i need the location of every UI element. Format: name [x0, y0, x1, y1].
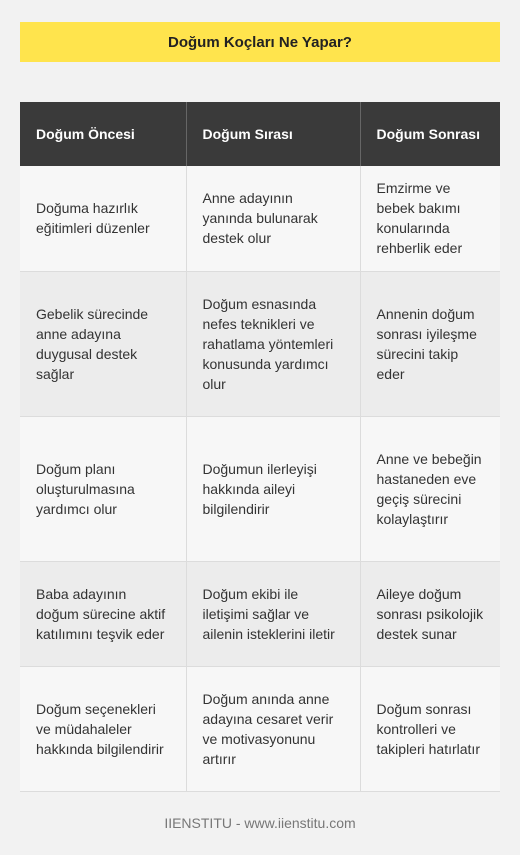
table-cell: Aileye doğum sonrası psikolojik destek sunar	[360, 561, 500, 666]
table-cell: Doğum seçenekleri ve müdahaleler hakkında bilgilendirir	[20, 666, 186, 791]
comparison-table	[20, 102, 500, 792]
table-cell: Annenin doğum sonrası iyileşme sürecini takip eder	[360, 271, 500, 416]
table-cell: Doğum esnasında nefes teknikleri ve rahatlama yöntemleri konusunda yardımcı olur	[186, 271, 360, 416]
page-title: Doğum Koçları Ne Yapar?	[20, 22, 500, 62]
table-cell: Doğum anında anne adayına cesaret verir ve motivasyonunu artırır	[186, 666, 360, 791]
table-cell: Doğum planı oluşturulmasına yardımcı olur	[20, 416, 186, 561]
table-cell: Anne ve bebeğin hastaneden eve geçiş sürecini kolaylaştırır	[360, 416, 500, 561]
table-cell: Emzirme ve bebek bakımı konularında rehberlik eder	[360, 166, 500, 271]
table-row	[20, 561, 500, 666]
footer-credit: IIENSTITU - www.iienstitu.com	[164, 815, 356, 831]
table-cell: Anne adayının yanında bulunarak destek olur	[186, 166, 360, 271]
table-cell: Doğum ekibi ile iletişimi sağlar ve ailenin isteklerini iletir	[186, 561, 360, 666]
table-row	[20, 166, 500, 271]
table-cell: Doğumun ilerleyişi hakkında aileyi bilgilendirir	[186, 416, 360, 561]
table-row	[20, 666, 500, 791]
table-row	[20, 271, 500, 416]
header-before-birth: Doğum Öncesi	[20, 102, 186, 166]
table-row	[20, 416, 500, 561]
table-cell: Gebelik sürecinde anne adayına duygusal destek sağlar	[20, 271, 186, 416]
table-header-row	[20, 102, 500, 166]
table-cell: Doğuma hazırlık eğitimleri düzenler	[20, 166, 186, 271]
table-cell: Baba adayının doğum sürecine aktif katılımını teşvik eder	[20, 561, 186, 666]
table-cell: Doğum sonrası kontrolleri ve takipleri hatırlatır	[360, 666, 500, 791]
header-during-birth: Doğum Sırası	[186, 102, 360, 166]
header-after-birth: Doğum Sonrası	[360, 102, 500, 166]
